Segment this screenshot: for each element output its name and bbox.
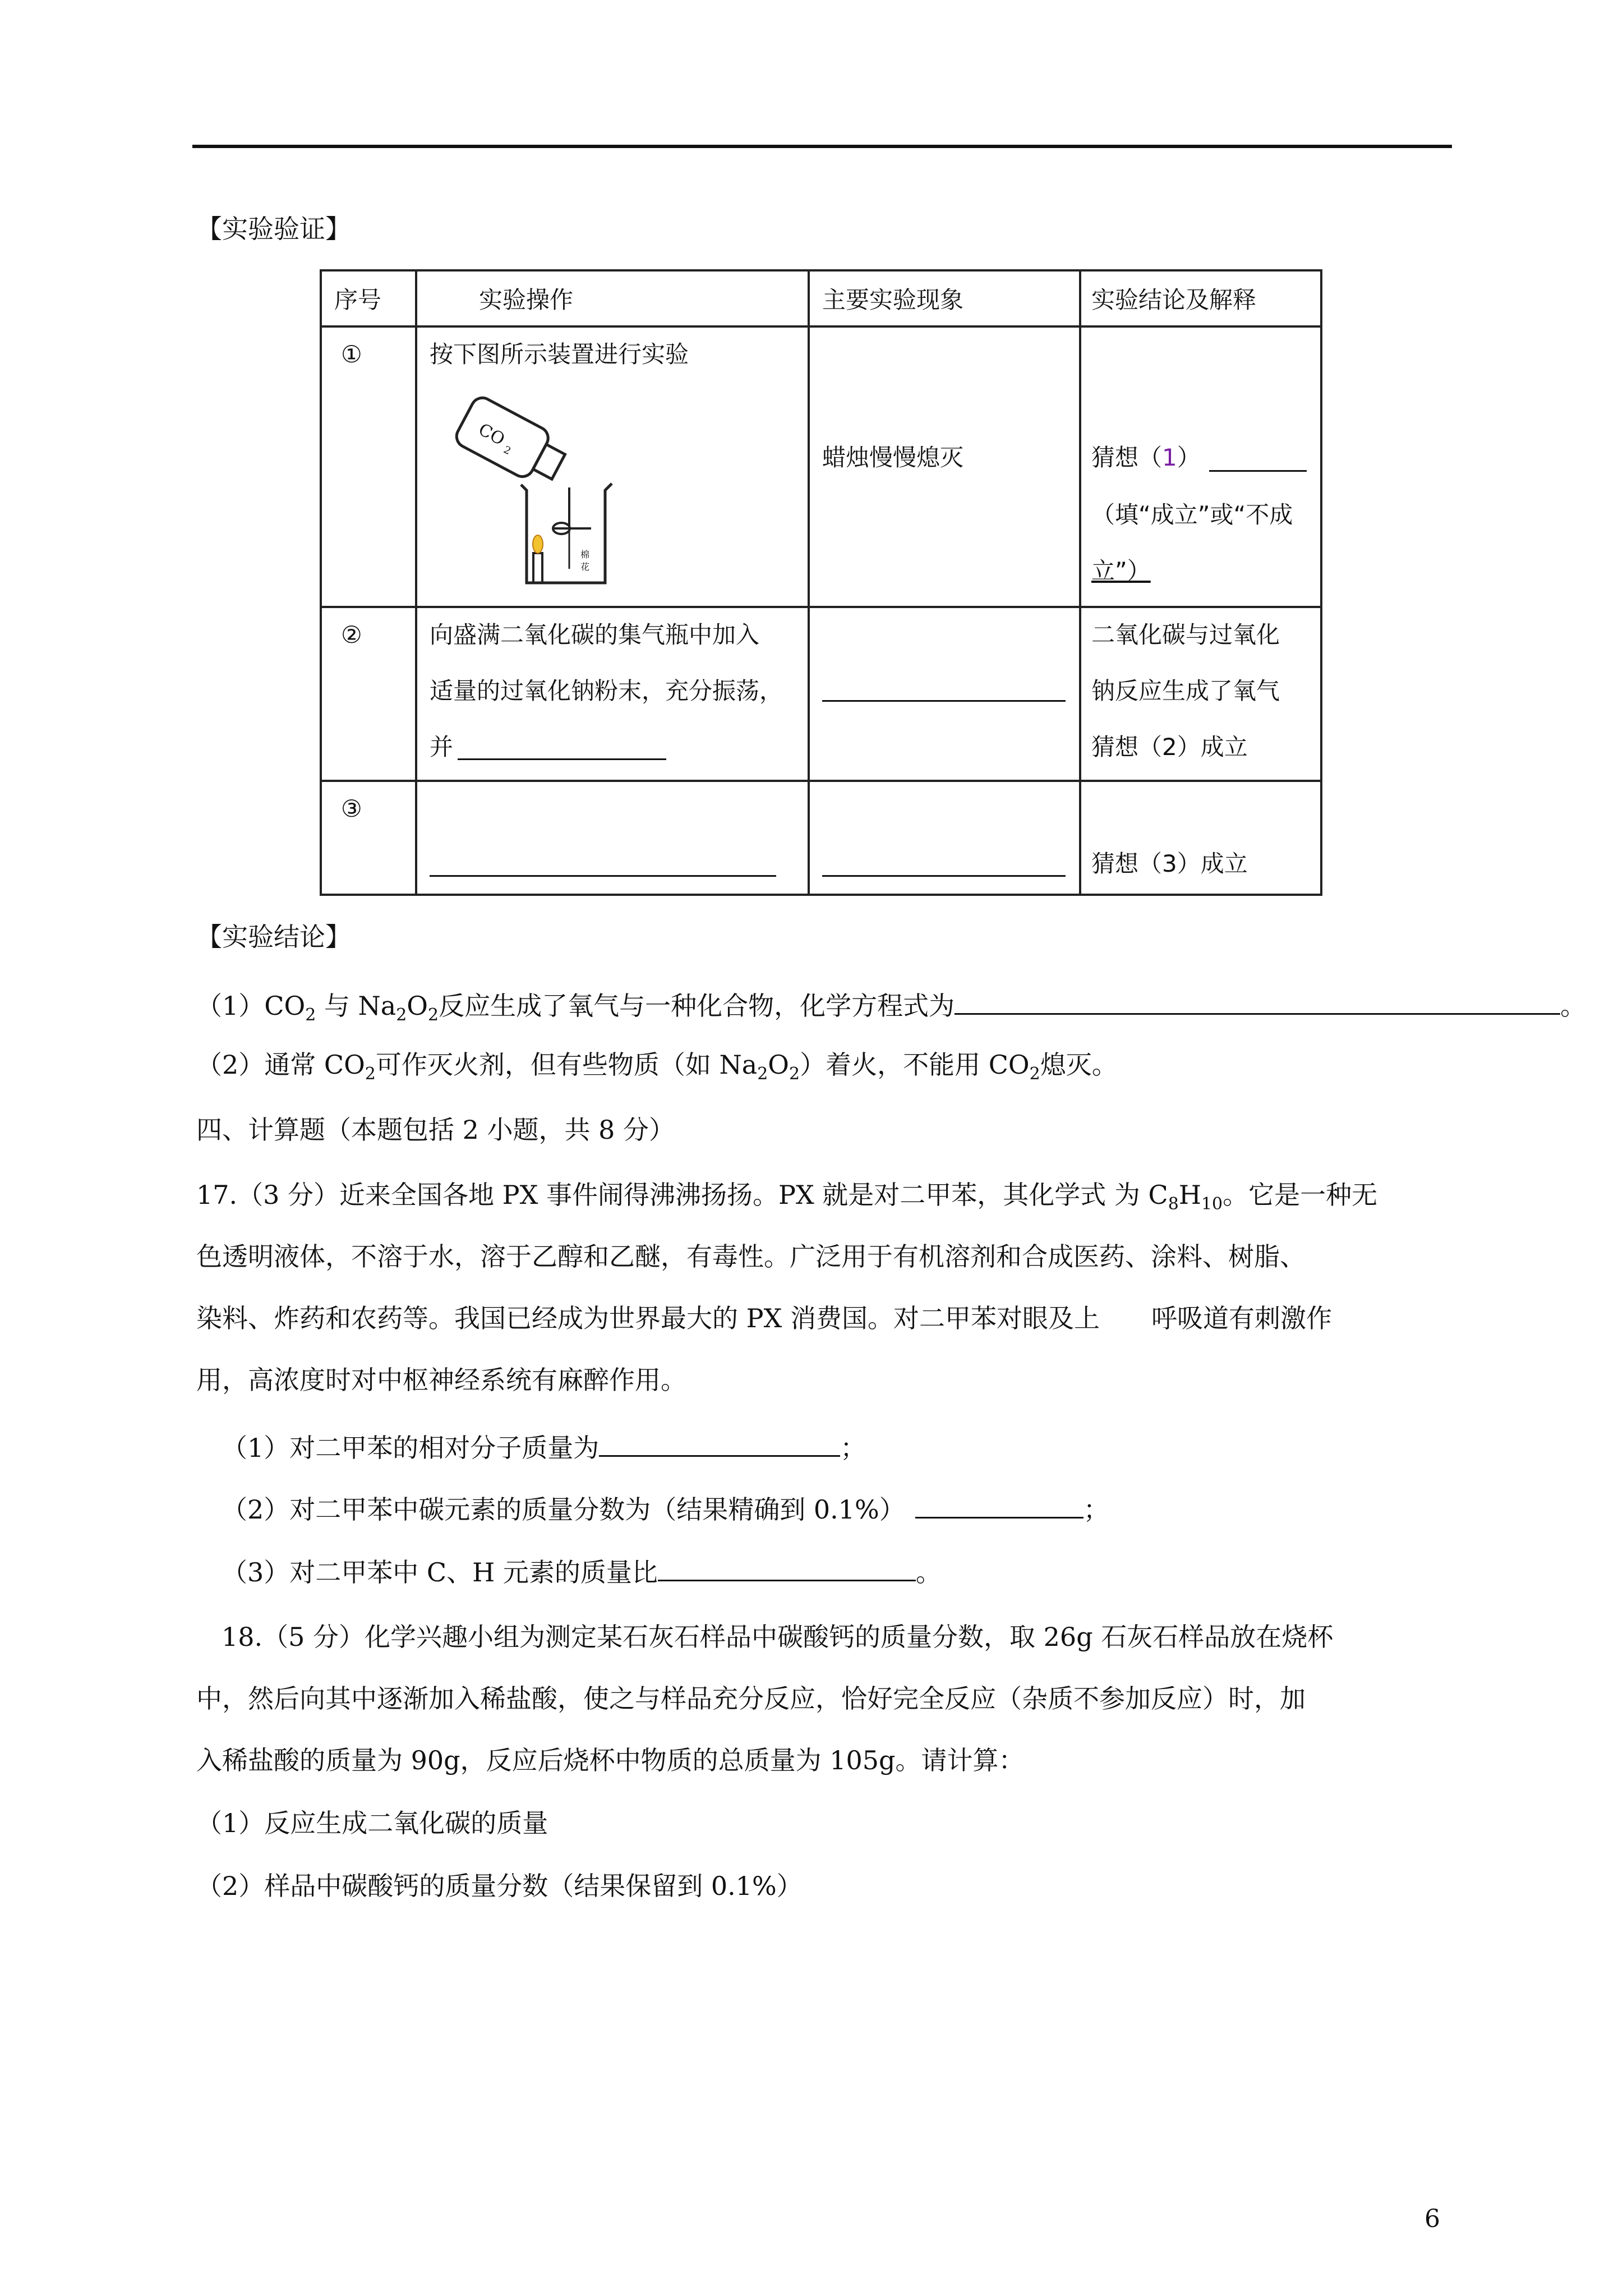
row2-no: ② <box>321 607 416 781</box>
row2-operation: 向盛满二氧化碳的集气瓶中加入 适量的过氧化钠粉末，充分振荡， 并 <box>416 607 809 781</box>
q18-sub-2: （2）样品中碳酸钙的质量分数（结果保留到 0.1%） <box>196 1871 803 1901</box>
q17-line-1: 17.（3 分）近来全国各地 PX 事件闹得沸沸扬扬。PX 就是对二甲苯，其化学式 为 $C_8H_{10}$。它是一种无 <box>196 1180 1378 1214</box>
q17-sub-2: （2）对二甲苯中碳元素的质量分数为（结果精确到 0.1%） ； <box>222 1492 1109 1526</box>
section-conclusion-heading: 【实验结论】 <box>196 922 351 952</box>
svg-text:2: 2 <box>501 444 513 458</box>
q17-line-3: 染料、炸药和农药等。我国已经成为世界最大的 PX 消费国。对二甲苯对眼及上 呼吸道有刺激作 <box>196 1303 1332 1333</box>
co2-pouring-apparatus-figure <box>437 389 650 597</box>
q17-answer-blank-1[interactable] <box>599 1430 840 1457</box>
page-number: 6 <box>1424 2205 1440 2233</box>
row1-conclusion: 猜想（1） （填“成立”或“不成 立”） <box>1080 326 1321 607</box>
cotton-label: 棉 <box>580 549 590 560</box>
table-header-row <box>321 270 1321 326</box>
conclusion-1: $(1)CO_2$ 与 $Na_2O_2$反应生成了氧气与一种化合物，化学方程式为 。 <box>196 988 1586 1023</box>
q17-sub-3: （3）对二甲苯中 C、H 元素的质量比 。 <box>222 1555 942 1589</box>
header-no: 序号 <box>321 270 416 326</box>
table-row <box>321 607 1321 781</box>
q18-sub-1: （1）反应生成二氧化碳的质量 <box>196 1808 548 1838</box>
answer-blank-row3-operation[interactable] <box>430 875 776 877</box>
header-phenomenon: 主要实验现象 <box>809 270 1080 326</box>
part-4-heading: 四、计算题（本题包括 2 小题，共 8 分） <box>196 1115 675 1145</box>
row3-no: ③ <box>321 781 416 895</box>
answer-blank-row2-phenomenon[interactable] <box>822 700 1066 702</box>
q18-line-1: 18.（5 分）化学兴趣小组为测定某石灰石样品中碳酸钙的质量分数，取 26g 石灰石样品放在烧杯 <box>222 1622 1334 1652</box>
answer-blank-row1[interactable] <box>1209 470 1307 472</box>
row3-operation <box>416 781 809 895</box>
experiment-table <box>320 269 1322 896</box>
header-operation: 实验操作 <box>416 270 809 326</box>
q18-line-3: 入稀盐酸的质量为 90g，反应后烧杯中物质的总质量为 105g。请计算： <box>196 1745 1025 1775</box>
q17-sub-1: （1）对二甲苯的相对分子质量为 ； <box>222 1430 866 1465</box>
row2-conclusion: 二氧化碳与过氧化 钠反应生成了氧气 猜想（2）成立 <box>1080 607 1321 781</box>
q18-line-2: 中，然后向其中逐渐加入稀盐酸，使之与样品充分反应，恰好完全反应（杂质不参加反应）时，加 <box>196 1683 1306 1714</box>
row1-operation: 按下图所示装置进行实验 CO 2 棉 花 <box>416 326 809 607</box>
section-verify-heading: 【实验验证】 <box>196 214 351 244</box>
q17-line-2: 色透明液体，不溶于水，溶于乙醇和乙醚，有毒性。广泛用于有机溶剂和合成医药、涂料、树脂、 <box>196 1241 1306 1272</box>
row1-no: ① <box>321 326 416 607</box>
row2-phenomenon <box>809 607 1080 781</box>
table-row <box>321 781 1321 895</box>
svg-text:花: 花 <box>580 562 590 572</box>
row3-phenomenon <box>809 781 1080 895</box>
answer-blank-row2-operation[interactable] <box>458 758 666 760</box>
table-row <box>321 326 1321 607</box>
q17-line-4: 用，高浓度时对中枢神经系统有麻醉作用。 <box>196 1365 686 1395</box>
header-rule <box>192 145 1452 148</box>
equation-answer-blank[interactable] <box>955 988 1560 1015</box>
row3-conclusion: 猜想（3）成立 <box>1080 781 1321 895</box>
q17-answer-blank-3[interactable] <box>658 1555 916 1581</box>
q17-answer-blank-2[interactable] <box>915 1492 1083 1519</box>
row1-phenomenon: 蜡烛慢慢熄灭 <box>809 326 1080 607</box>
bottle-label: CO <box>475 420 508 450</box>
answer-blank-row3-phenomenon[interactable] <box>822 875 1066 877</box>
header-conclusion: 实验结论及解释 <box>1080 270 1321 326</box>
conclusion-2: （2）通常 $CO_2$可作灭火剂，但有些物质（如 $Na_2O_2$）着火，不能用 $CO_2$熄灭。 <box>196 1050 1118 1084</box>
